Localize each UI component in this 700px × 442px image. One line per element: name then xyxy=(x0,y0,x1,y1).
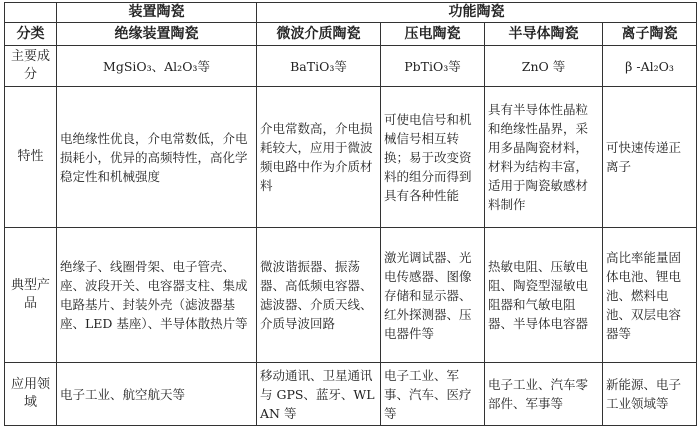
header-group-structural: 装置陶瓷 xyxy=(57,3,257,23)
cell-properties-insulating: 电绝缘性优良，介电常数低，介电损耗小，优异的高频特性，高化学稳定性和机械强度 xyxy=(57,87,257,228)
row-composition xyxy=(5,46,697,87)
header-blank-cell xyxy=(5,3,57,23)
cell-applications-ionic: 新能源、电子工业领域等 xyxy=(603,363,697,426)
cell-properties-ionic: 可快速传递正离子 xyxy=(603,87,697,228)
cell-properties-semiconductor: 具有半导体性晶粒和绝缘性晶界，采用多晶陶瓷材料，材料为结构丰富，适用于陶瓷敏感材料制作 xyxy=(485,87,603,228)
cell-composition-ionic: β -Al₂O₃ xyxy=(603,46,697,87)
row-label-products: 典型产品 xyxy=(5,228,57,363)
cell-composition-microwave: BaTiO₃等 xyxy=(257,46,381,87)
cell-composition-piezo: PbTiO₃等 xyxy=(381,46,485,87)
header-row-groups xyxy=(5,3,697,23)
header-insulating: 绝缘装置陶瓷 xyxy=(57,23,257,46)
row-properties xyxy=(5,87,697,228)
ceramics-table-container xyxy=(4,2,696,426)
row-label-applications: 应用领域 xyxy=(5,363,57,426)
row-label-properties: 特性 xyxy=(5,87,57,228)
cell-properties-piezo: 可使电信号和机械信号相互转换；易于改变资料的组分而得到具有各种性能 xyxy=(381,87,485,228)
cell-applications-insulating: 电子工业、航空航天等 xyxy=(57,363,257,426)
cell-applications-semiconductor: 电子工业、汽车零部件、军事等 xyxy=(485,363,603,426)
cell-applications-piezo: 电子工业、军事、汽车、医疗等 xyxy=(381,363,485,426)
cell-properties-microwave: 介电常数高，介电损耗较大，应用于微波频电路中作为介质材料 xyxy=(257,87,381,228)
row-applications xyxy=(5,363,697,426)
header-category: 分类 xyxy=(5,23,57,46)
row-products xyxy=(5,228,697,363)
cell-products-semiconductor: 热敏电阻、压敏电阻、陶瓷型湿敏电阻器和气敏电阻器、半导体电容器 xyxy=(485,228,603,363)
cell-products-ionic: 高比率能量固体电池、锂电池、燃料电池、双层电容器等 xyxy=(603,228,697,363)
header-row-columns xyxy=(5,23,697,46)
header-semiconductor: 半导体陶瓷 xyxy=(485,23,603,46)
ceramics-classification-table xyxy=(4,2,697,426)
cell-products-microwave: 微波谐振器、振荡器、高低频电容器、滤波器、介质天线、介质导波回路 xyxy=(257,228,381,363)
cell-composition-insulating: MgSiO₃、Al₂O₃等 xyxy=(57,46,257,87)
row-label-composition: 主要成分 xyxy=(5,46,57,87)
header-piezo: 压电陶瓷 xyxy=(381,23,485,46)
header-group-functional: 功能陶瓷 xyxy=(257,3,697,23)
header-ionic: 离子陶瓷 xyxy=(603,23,697,46)
cell-applications-microwave: 移动通讯、卫星通讯与 GPS、蓝牙、WLAN 等 xyxy=(257,363,381,426)
cell-products-insulating: 绝缘子、线圈骨架、电子管壳、座、波段开关、电容器支柱、集成电路基片、封装外壳（滤波器基座、LED 基座）、半导体散热片等 xyxy=(57,228,257,363)
cell-composition-semiconductor: ZnO 等 xyxy=(485,46,603,87)
cell-products-piezo: 激光调试器、光电传感器、图像存储和显示器、红外探测器、压电器件等 xyxy=(381,228,485,363)
header-microwave: 微波介质陶瓷 xyxy=(257,23,381,46)
